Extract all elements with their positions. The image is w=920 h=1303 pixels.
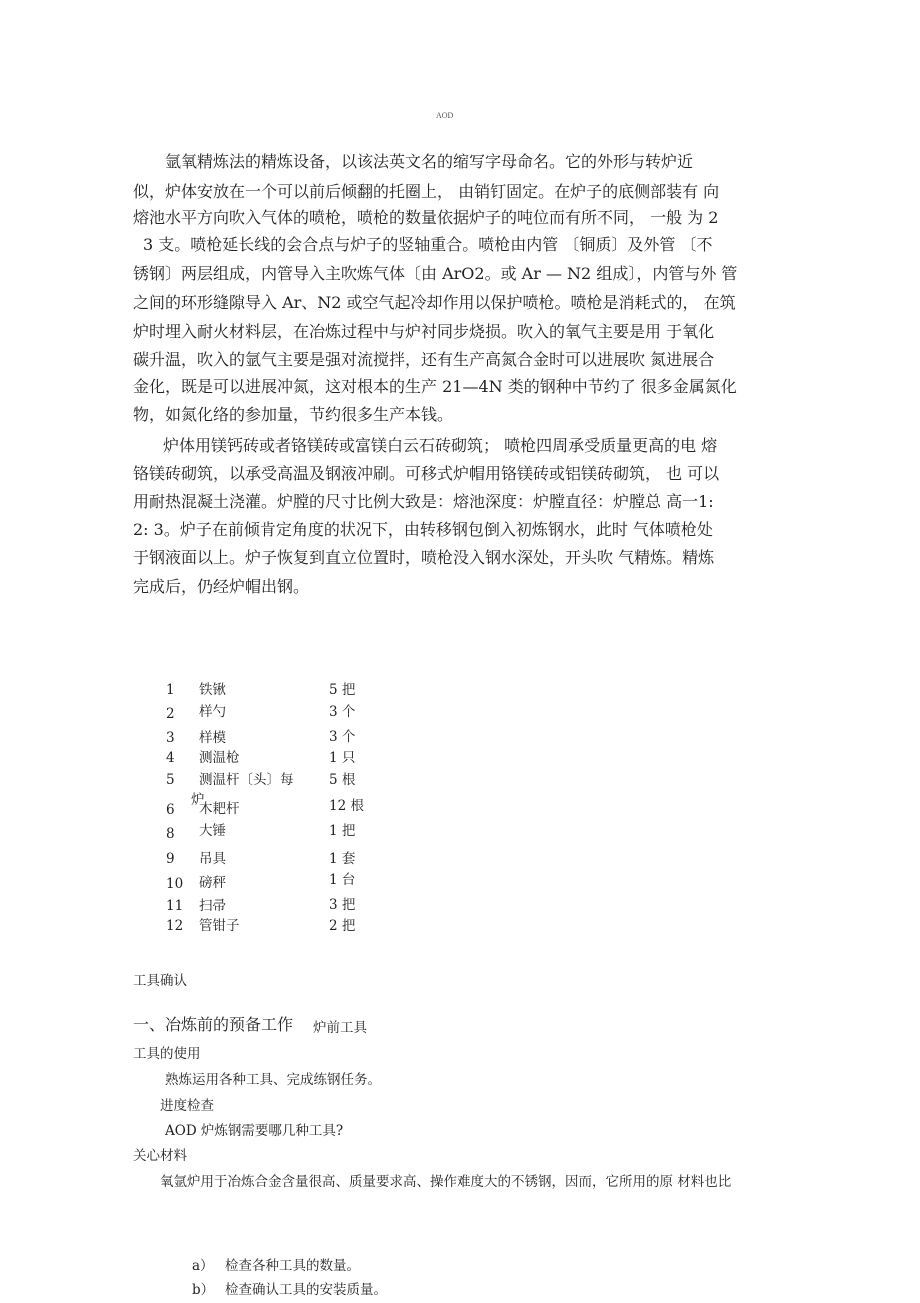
tool-name: 样勺 (199, 704, 226, 720)
tool-name: 测温枪 (199, 750, 240, 766)
paragraph1-line-2: 似，炉体安放在一个可以前后倾翻的托圈上， 由销钉固定。在炉子的底侧部装有 向 (133, 182, 720, 201)
tool-number: 12 (166, 918, 184, 934)
tool-quantity: 12 根 (329, 798, 364, 814)
paragraph2-line-6: 完成后，仍经炉帽出钢。 (133, 577, 310, 596)
paragraph1-line-7: 炉时埋入耐火材料层，在冶炼过程中与炉衬同步烧损。吹入的氧气主要是用 于氧化 (133, 322, 715, 341)
material-text: 氧氩炉用于冶炼合金含量很高、质量要求高、操作难度大的不锈钢，因而，它所用的原 材料也比 (160, 1174, 732, 1190)
tool-number: 4 (166, 750, 175, 766)
tool-quantity: 1 把 (329, 823, 356, 839)
section-subtitle: 炉前工具 (313, 1020, 367, 1036)
paragraph1-line-9: 金化，既是可以进展冲氮，这对根本的生产 21—4N 类的钢种中节约了 很多金属氮化 (133, 377, 737, 396)
paragraph1-line-4: 3 支。喷枪延长线的会合点与炉子的竖轴重合。喷枪由内管 〔铜质〕及外管 〔不 (143, 235, 713, 254)
checklist-marker: b） (192, 1282, 215, 1298)
tool-quantity: 1 只 (329, 750, 356, 766)
tool-number: 9 (166, 851, 175, 867)
tool-quantity: 1 套 (329, 851, 356, 867)
care-material-label: 关心材料 (133, 1148, 187, 1164)
tool-quantity: 1 台 (329, 872, 356, 888)
tool-quantity: 3 个 (329, 704, 356, 720)
paragraph2-line-1: 炉体用镁钙砖或者铬镁砖或富镁白云石砖砌筑； 喷枪四周承受质量更高的电 熔 (163, 436, 718, 455)
progress-check-label: 进度检查 (160, 1098, 214, 1114)
question-text: AOD 炉炼钢需要哪几种工具? (165, 1123, 344, 1139)
checklist-text: 检查各种工具的数量。 (225, 1258, 360, 1274)
tool-number: 10 (166, 876, 184, 892)
tool-number: 5 (166, 772, 175, 788)
paragraph1-line-10: 物，如氮化络的参加量，节约很多生产本钱。 (133, 405, 454, 424)
tool-name: 管钳子 (199, 918, 240, 934)
tool-usage-text: 熟炼运用各种工具、完成练钢任务。 (165, 1072, 381, 1088)
paragraph2-line-4: 2: 3。炉子在前倾肯定角度的状况下，由转移钢包倒入初炼钢水，此时 气体喷枪处 (133, 520, 713, 539)
tool-number: 2 (166, 706, 175, 722)
paragraph2-line-2: 铬镁砖砌筑，以承受高温及钢液冲刷。可移式炉帽用铬镁砖或铝镁砖砌筑， 也 可以 (133, 464, 720, 483)
paragraph1-line-6: 之间的环形缝隙导入 Ar、N2 或空气起冷却作用以保护喷枪。喷枪是消耗式的， 在筑 (133, 293, 736, 312)
paragraph2-line-5: 于钢液面以上。炉子恢复到直立位置时，喷枪没入钢水深处，开头吹 气精炼。精炼 (133, 548, 715, 567)
tool-name-overflow: 炉 (191, 792, 205, 808)
paragraph1-line-1: 氩氧精炼法的精炼设备，以该法英文名的缩写字母命名。它的外形与转炉近 (165, 152, 694, 171)
tool-quantity: 5 根 (329, 772, 356, 788)
tool-quantity: 2 把 (329, 918, 356, 934)
checklist-marker: a） (192, 1258, 214, 1274)
page-header: AOD (436, 111, 454, 120)
tool-name: 铁锹 (199, 682, 226, 698)
tool-number: 6 (166, 802, 175, 818)
tool-quantity: 5 把 (329, 682, 356, 698)
paragraph2-line-3: 用耐热混凝土浇灌。炉膛的尺寸比例大致是：熔池深度：炉膛直径：炉膛总 高一1: (133, 492, 714, 511)
tool-quantity: 3 把 (329, 897, 356, 913)
tool-number: 3 (166, 730, 175, 746)
paragraph1-line-8: 碳升温，吹入的氩气主要是强对流搅拌，还有生产高氮合金时可以进展吹 氮进展合 (133, 350, 715, 369)
checklist-text: 检查确认工具的安装质量。 (225, 1282, 387, 1298)
tools-confirm-label: 工具确认 (133, 973, 187, 989)
section-title: 一、冶炼前的预备工作 (133, 1015, 294, 1034)
tool-number: 11 (166, 898, 184, 914)
tool-name: 木耙杆 (199, 801, 240, 817)
tool-name: 样模 (199, 730, 226, 746)
tool-number: 8 (166, 826, 175, 842)
tool-name: 扫帚 (199, 898, 226, 914)
paragraph1-line-3: 熔池水平方向吹入气体的喷枪，喷枪的数量依据炉子的吨位而有所不同， 一般 为 2 (133, 208, 719, 227)
paragraph1-line-5: 锈钢〕两层组成，内管导入主吹炼气体〔由 ArO2。或 Ar — N2 组成〕，内管与外 管 (133, 264, 738, 283)
tool-number: 1 (166, 682, 175, 698)
tool-name: 大锤 (199, 823, 226, 839)
tool-name: 吊具 (199, 851, 226, 867)
tool-quantity: 3 个 (329, 729, 356, 745)
tool-name: 测温杆〔头〕每 (199, 772, 294, 788)
tool-name: 磅秤 (199, 875, 226, 891)
tool-usage-label: 工具的使用 (133, 1046, 201, 1062)
